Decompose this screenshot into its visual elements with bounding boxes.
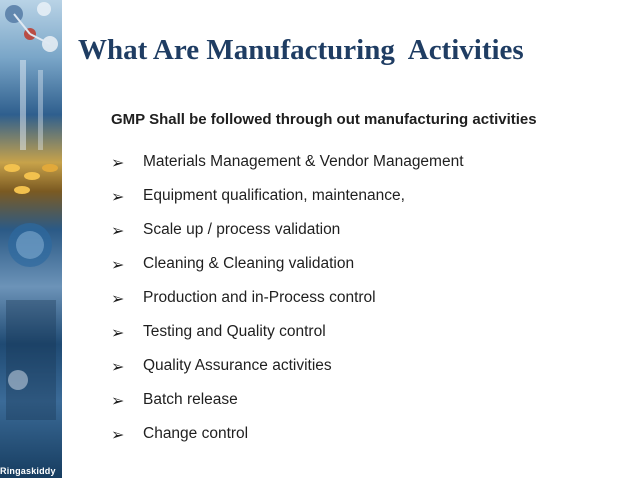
side-decorative-image (0, 0, 62, 478)
arrow-bullet-icon: ➢ (111, 356, 125, 376)
arrow-bullet-icon: ➢ (111, 322, 125, 342)
list-item-label: Testing and Quality control (143, 323, 326, 340)
list-item (111, 417, 464, 451)
arrow-bullet-icon: ➢ (111, 288, 125, 308)
list-item (111, 349, 464, 383)
arrow-bullet-icon: ➢ (111, 186, 125, 206)
list-item-label: Batch release (143, 391, 238, 408)
list-item-label: Change control (143, 425, 249, 442)
arrow-bullet-icon: ➢ (111, 254, 125, 274)
arrow-bullet-icon: ➢ (111, 390, 125, 410)
activity-list (111, 145, 464, 451)
list-item (111, 247, 464, 281)
list-item-label: Materials Management & Vendor Management (143, 153, 464, 170)
arrow-bullet-icon: ➢ (111, 220, 125, 240)
list-item (111, 179, 464, 213)
slide-intro-text: GMP Shall be followed through out manufacturing activities (111, 111, 537, 128)
list-item (111, 315, 464, 349)
list-item (111, 213, 464, 247)
list-item-label: Scale up / process validation (143, 221, 341, 238)
list-item (111, 281, 464, 315)
list-item-label: Production and in-Process control (143, 289, 376, 306)
molecule-collage-graphic (0, 0, 62, 478)
list-item-label: Quality Assurance activities (143, 357, 332, 374)
arrow-bullet-icon: ➢ (111, 424, 125, 444)
list-item (111, 383, 464, 417)
list-item-label: Cleaning & Cleaning validation (143, 255, 355, 272)
side-image-caption: Ringaskiddy (0, 466, 56, 476)
list-item (111, 145, 464, 179)
list-item-label: Equipment qualification, maintenance, (143, 187, 405, 204)
arrow-bullet-icon: ➢ (111, 152, 125, 172)
slide-title: What Are Manufacturing Activities (78, 34, 524, 66)
